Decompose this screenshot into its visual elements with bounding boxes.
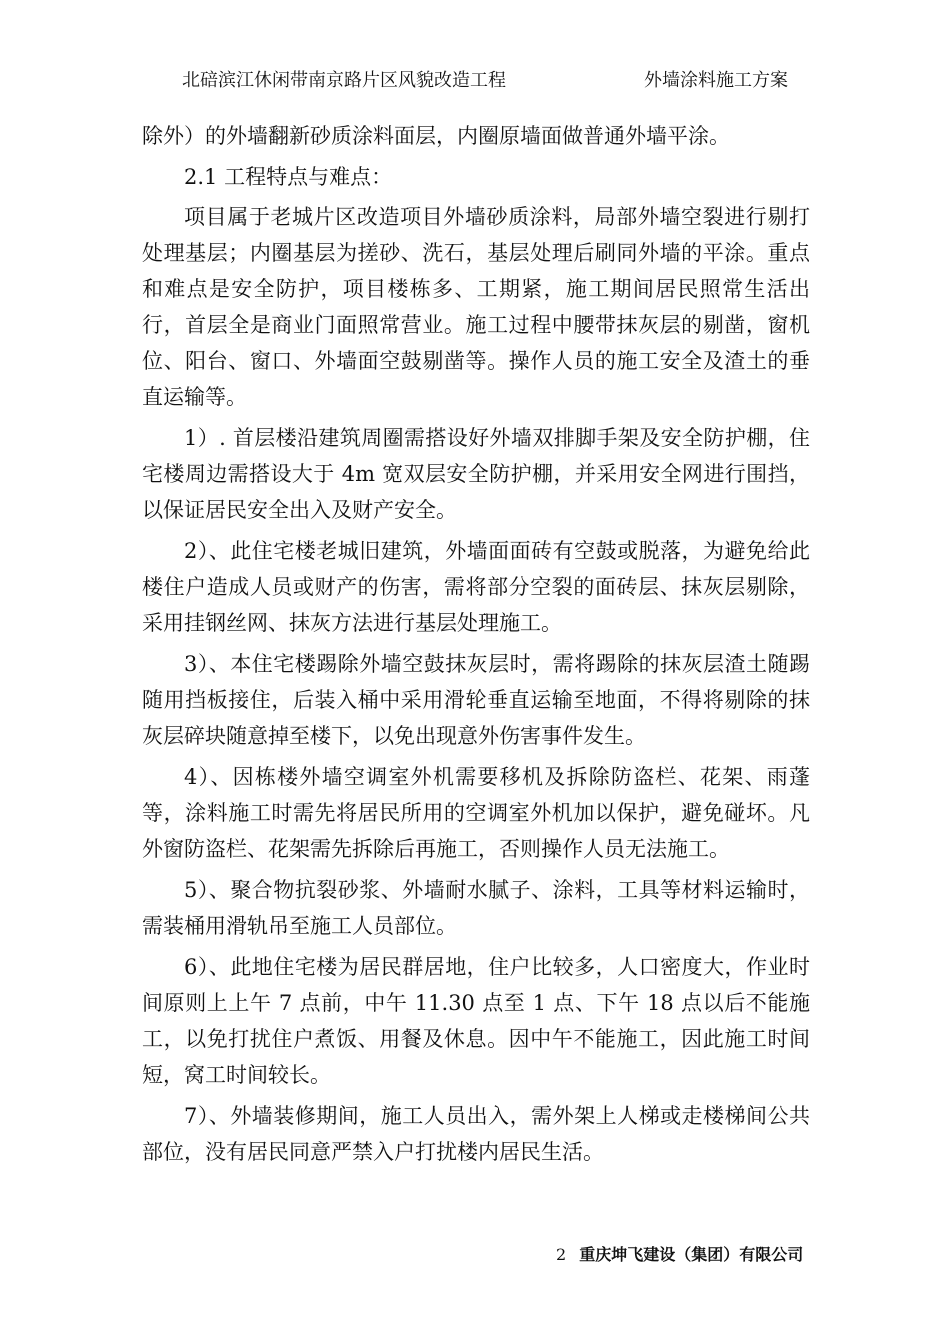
header-document-title: 外墙涂料施工方案 bbox=[644, 70, 788, 91]
paragraph-item-7: 7）、外墙装修期间，施工人员出入，需外架上人梯或走楼梯间公共部位，没有居民同意严禁入户打扰楼内居民生活。 bbox=[142, 1104, 810, 1164]
page-header bbox=[0, 66, 950, 96]
page-footer bbox=[556, 1242, 803, 1268]
paragraph-item-6: 6）、此地住宅楼为居民群居地，住户比较多，人口密度大，作业时间原则上上午 7 点前，中午 11.30 点至 1 点、下午 18 点以后不能施工，以免打扰住户煮饭、用餐及休息。因中午不能施工，因此施工时间短，窝工时间较长。 bbox=[142, 955, 810, 1087]
section-heading: 2.1 工程特点与难点： bbox=[184, 165, 393, 189]
paragraph-item-1: 1）. 首层楼沿建筑周圈需搭设好外墙双排脚手架及安全防护棚，住宅楼周边需搭设大于 4m 宽双层安全防护棚，并采用安全网进行围挡，以保证居民安全出入及财产安全。 bbox=[142, 426, 810, 522]
footer-company-name: 重庆坤飞建设（集团）有限公司 bbox=[579, 1245, 804, 1264]
page-number: 2 bbox=[556, 1245, 567, 1264]
paragraph-item-5: 5）、聚合物抗裂砂浆、外墙耐水腻子、涂料，工具等材料运输时，需装桶用滑轨吊至施工人员部位。 bbox=[142, 878, 810, 938]
paragraph-overview: 项目属于老城片区改造项目外墙砂质涂料，局部外墙空裂进行剔打处理基层；内圈基层为搓砂、洗石，基层处理后刷同外墙的平涂。重点和难点是安全防护，项目楼栋多、工期紧，施工期间居民照常生活出行，首层全是商业门面照常营业。施工过程中腰带抹灰层的剔凿，窗机位、阳台、窗口、外墙面空鼓剔凿等。操作人员的施工安全及渣土的垂直运输等。 bbox=[142, 205, 810, 409]
paragraph-continuation: 除外）的外墙翻新砂质涂料面层，内圈原墙面做普通外墙平涂。 bbox=[142, 124, 730, 148]
paragraph-item-3: 3）、本住宅楼踢除外墙空鼓抹灰层时，需将踢除的抹灰层渣土随踢随用挡板接住，后装入桶中采用滑轮垂直运输至地面，不得将剔除的抹灰层碎块随意掉至楼下，以免出现意外伤害事件发生。 bbox=[142, 652, 810, 748]
header-project-title: 北碚滨江休闲带南京路片区风貌改造工程 bbox=[182, 70, 506, 91]
document-body bbox=[142, 118, 810, 1175]
paragraph-item-4: 4）、因栋楼外墙空调室外机需要移机及拆除防盗栏、花架、雨蓬等，涂料施工时需先将居民所用的空调室外机加以保护，避免碰坏。凡外窗防盗栏、花架需先拆除后再施工，否则操作人员无法施工。 bbox=[142, 765, 810, 861]
paragraph-item-2: 2）、此住宅楼老城旧建筑，外墙面面砖有空鼓或脱落，为避免给此楼住户造成人员或财产的伤害，需将部分空裂的面砖层、抹灰层剔除，采用挂钢丝网、抹灰方法进行基层处理施工。 bbox=[142, 539, 810, 635]
